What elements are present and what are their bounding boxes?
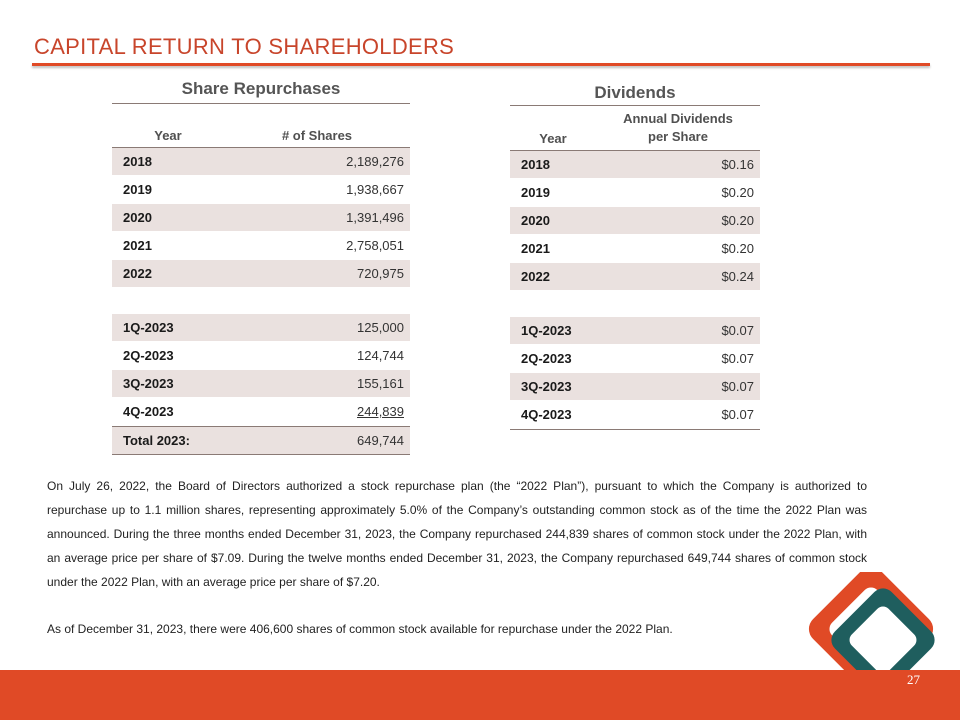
- repurchases-total-value: 649,744: [357, 433, 404, 448]
- table-row: [510, 235, 760, 263]
- repurchases-heading: Share Repurchases: [181, 79, 341, 98]
- row-year: 2020: [123, 210, 152, 225]
- repurchases-annual-rows: [112, 148, 410, 288]
- repurchases-total-label: Total 2023:: [123, 433, 190, 448]
- row-value: 720,975: [357, 266, 404, 281]
- table-row: [112, 176, 410, 204]
- row-year: 2018: [521, 157, 550, 172]
- dividends-quarterly-rows: [510, 317, 760, 430]
- row-value: 2,758,051: [346, 238, 404, 253]
- row-year: 2Q-2023: [521, 351, 572, 366]
- row-year: 2019: [521, 185, 550, 200]
- repurchases-table: [112, 103, 410, 455]
- row-value: $0.07: [721, 323, 754, 338]
- table-row: [510, 373, 760, 401]
- repurchases-header-row: [112, 104, 410, 148]
- dividends-col-amount-line1: Annual Dividends: [623, 111, 733, 126]
- row-year: 2021: [123, 238, 152, 253]
- row-year: 2021: [521, 241, 550, 256]
- row-value: $0.07: [721, 379, 754, 394]
- table-row: [112, 260, 410, 288]
- spacer: [510, 291, 760, 317]
- table-row: [112, 342, 410, 370]
- row-value: 125,000: [357, 320, 404, 335]
- table-row: [112, 232, 410, 260]
- row-value: $0.16: [721, 157, 754, 172]
- row-value: 124,744: [357, 348, 404, 363]
- repurchases-col-year: Year: [154, 128, 182, 143]
- table-row: [112, 398, 410, 426]
- row-value: 244,839: [357, 404, 404, 419]
- row-value: $0.07: [721, 351, 754, 366]
- row-value: 1,391,496: [346, 210, 404, 225]
- row-value: $0.07: [721, 407, 754, 422]
- row-year: 4Q-2023: [521, 407, 572, 422]
- dividends-col-amount-line2: per Share: [648, 129, 708, 144]
- page-number: 27: [907, 672, 920, 687]
- row-year: 2022: [521, 269, 550, 284]
- table-row: [510, 263, 760, 291]
- dividends-table: [510, 105, 760, 430]
- dividends-col-amount: [596, 110, 760, 146]
- row-value: $0.20: [721, 241, 754, 256]
- row-year: 3Q-2023: [521, 379, 572, 394]
- row-year: 1Q-2023: [123, 320, 174, 335]
- repurchases-quarterly-rows: [112, 314, 410, 427]
- row-value: 1,938,667: [346, 182, 404, 197]
- table-row: [510, 151, 760, 179]
- table-row: [112, 370, 410, 398]
- row-year: 2022: [123, 266, 152, 281]
- row-year: 3Q-2023: [123, 376, 174, 391]
- title-divider: [32, 63, 930, 66]
- footer-bar: [0, 670, 960, 720]
- table-row: [510, 401, 760, 429]
- page-title: CAPITAL RETURN TO SHAREHOLDERS: [34, 34, 455, 59]
- repurchase-plan-paragraph: On July 26, 2022, the Board of Directors authorized a stock repurchase plan (the “2022 Plan”), pursuant to which the Company is authorized to repurchase up to 1.1 million shares, representing approximately 5.0% of the Company’s outstanding common stock as of the time the 2022 Plan was announced. During the three months ended December 31, 2023, the Company repurchased 244,839 shares of common stock under the 2022 Plan, with an average price per share of $7.09. During the twelve months ended December 31, 2023, the Company repurchased 649,744 shares of common stock under the 2022 Plan, with an average price per share of $7.20.: [47, 479, 867, 589]
- row-year: 4Q-2023: [123, 404, 174, 419]
- table-row: [112, 148, 410, 176]
- table-row: [510, 179, 760, 207]
- table-row: [510, 317, 760, 345]
- repurchases-col-shares: # of Shares: [281, 128, 353, 143]
- dividends-heading: Dividends: [594, 83, 676, 102]
- dividends-header-row: [510, 106, 760, 151]
- row-year: 1Q-2023: [521, 323, 572, 338]
- repurchases-total-row: [112, 427, 410, 455]
- row-year: 2019: [123, 182, 152, 197]
- row-value: $0.20: [721, 185, 754, 200]
- row-value: 2,189,276: [346, 154, 404, 169]
- row-value: $0.24: [721, 269, 754, 284]
- spacer: [112, 288, 410, 314]
- dividends-annual-rows: [510, 151, 760, 291]
- row-year: 2020: [521, 213, 550, 228]
- table-row: [112, 314, 410, 342]
- row-value: 155,161: [357, 376, 404, 391]
- row-value: $0.20: [721, 213, 754, 228]
- table-row: [510, 345, 760, 373]
- row-year: 2Q-2023: [123, 348, 174, 363]
- available-shares-paragraph: As of December 31, 2023, there were 406,600 shares of common stock available for repurchase under the 2022 Plan.: [47, 622, 673, 636]
- row-year: 2018: [123, 154, 152, 169]
- table-row: [510, 207, 760, 235]
- dividends-col-year: Year: [539, 131, 567, 146]
- table-row: [112, 204, 410, 232]
